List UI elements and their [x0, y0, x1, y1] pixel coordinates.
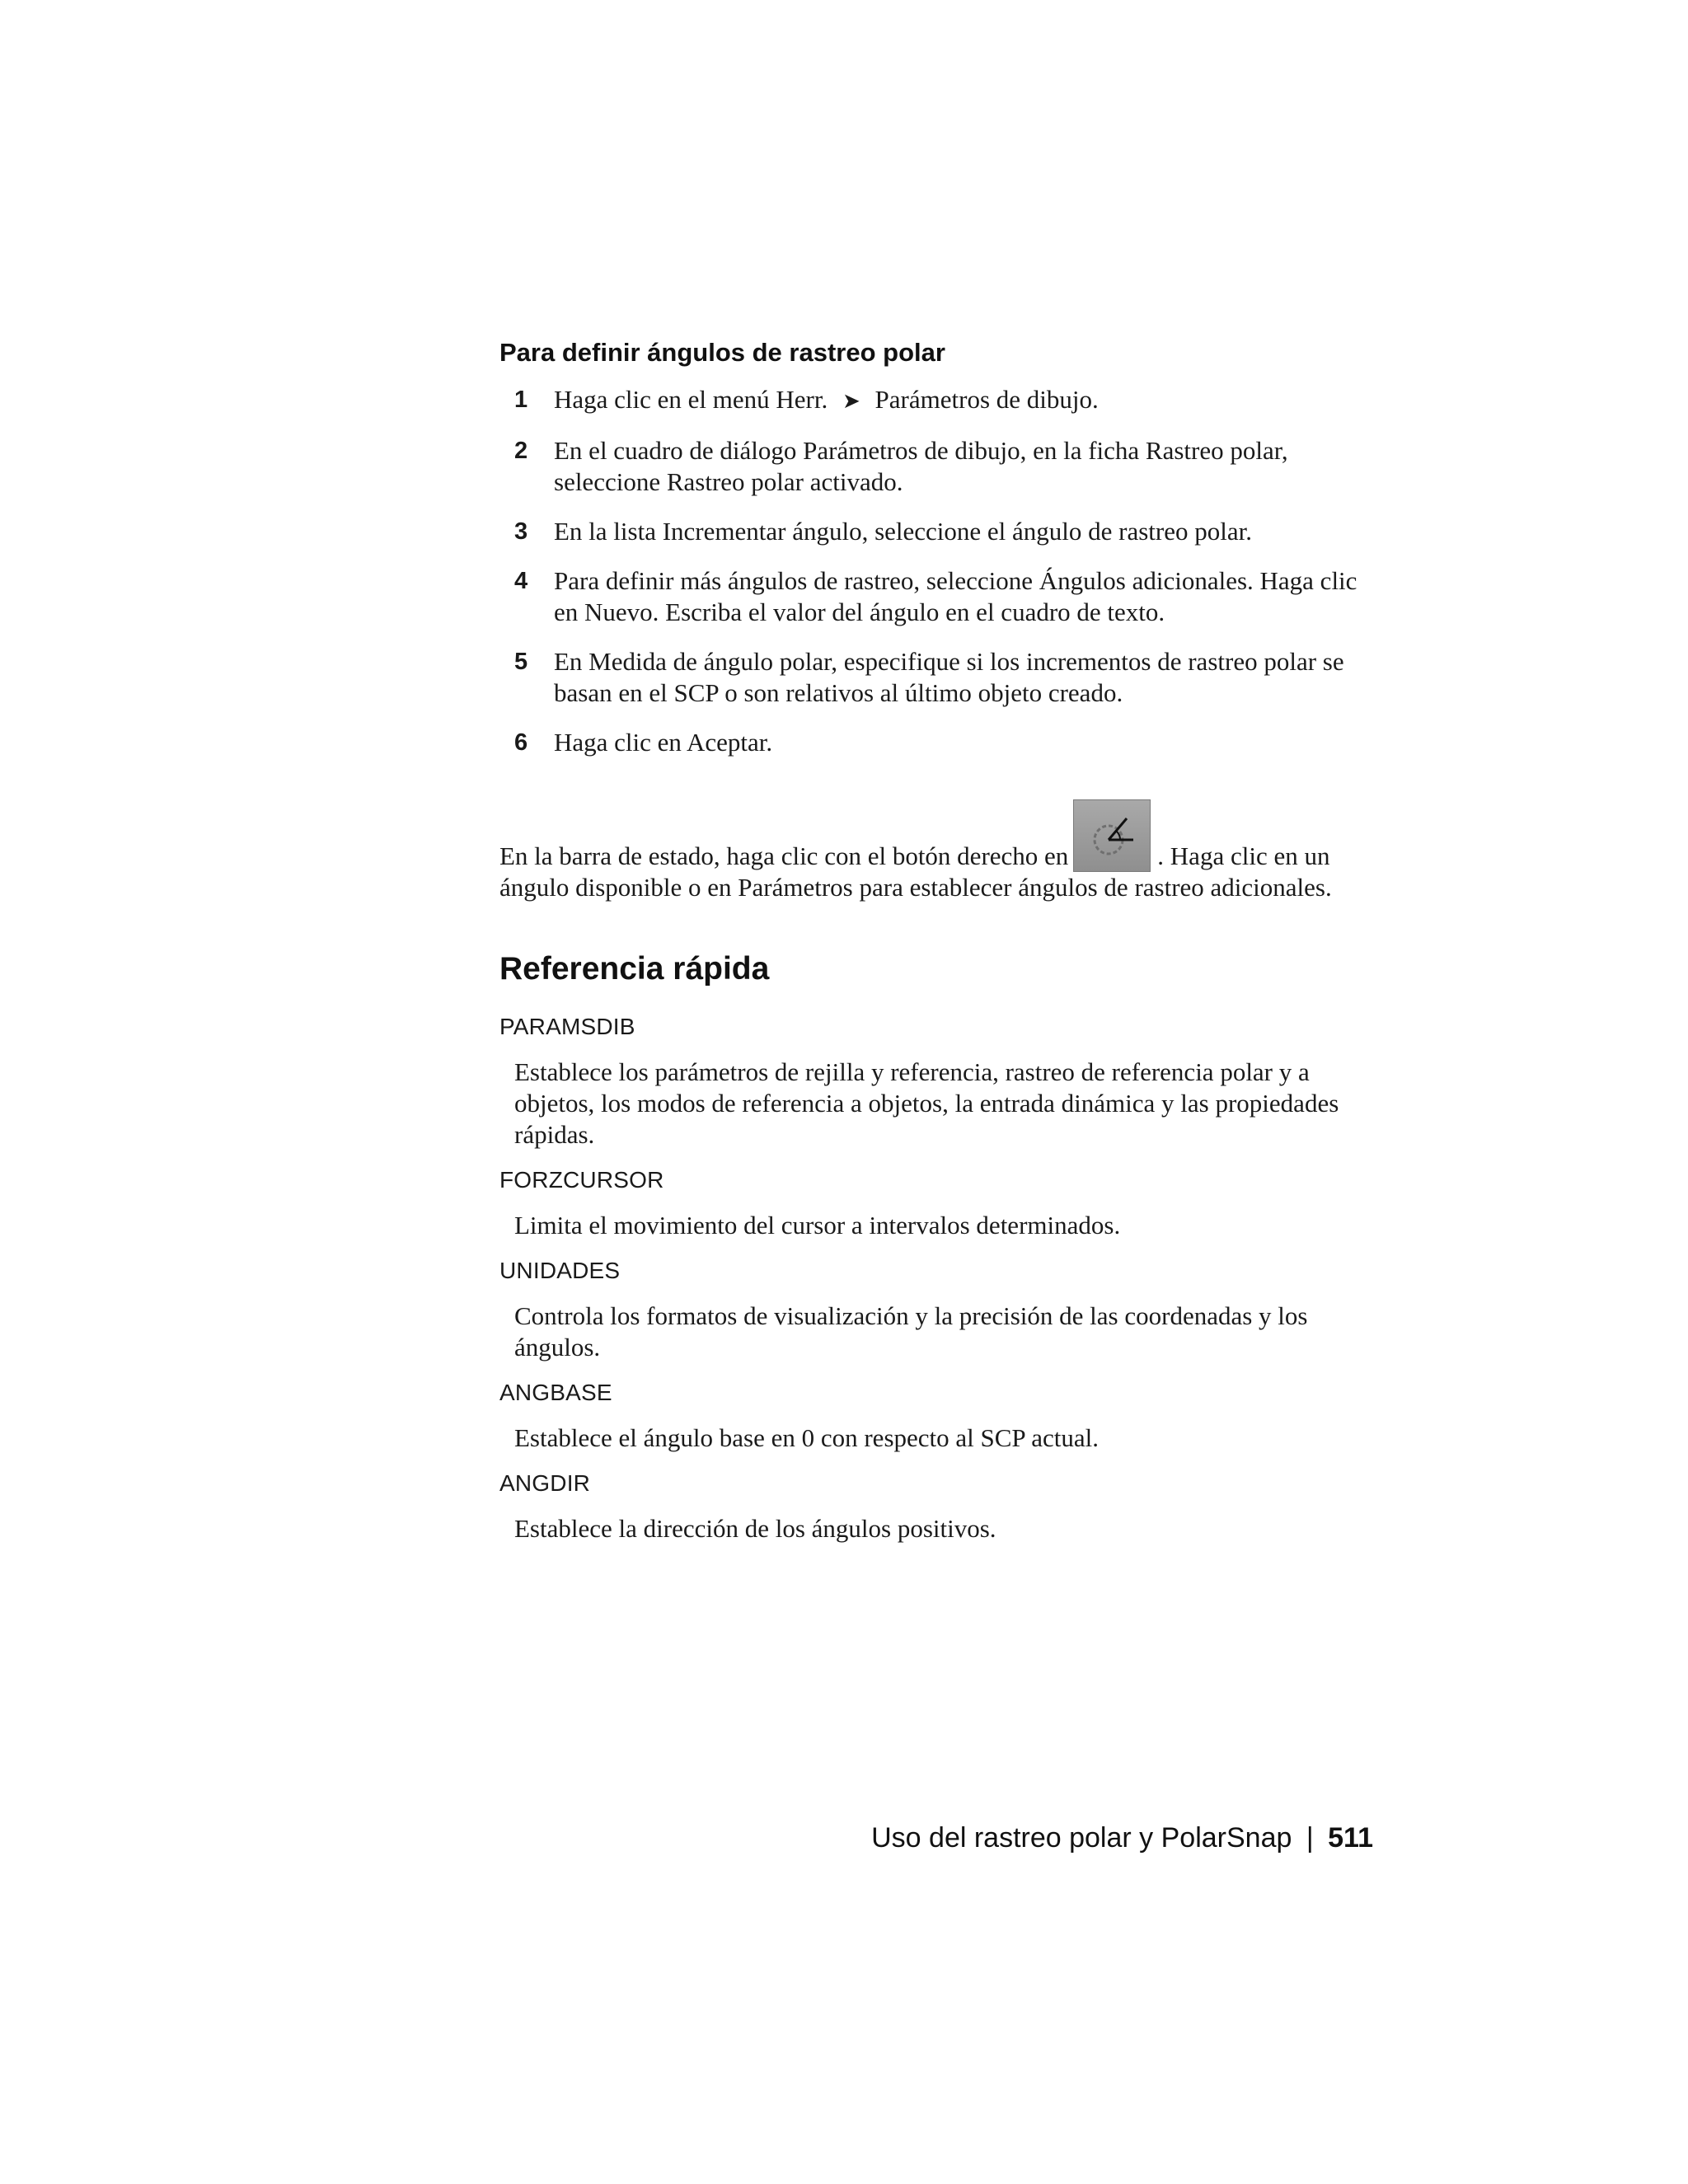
- procedure-step: [499, 646, 1373, 709]
- reference-command: FORZCURSOR: [499, 1167, 664, 1193]
- footer-separator: |: [1306, 1822, 1314, 1854]
- step-number: 5: [514, 649, 528, 675]
- reference-description: Establece la dirección de los ángulos positivos.: [514, 1514, 996, 1543]
- step-text: Parámetros de dibujo.: [874, 385, 1099, 414]
- procedure-steps: [499, 384, 1373, 758]
- reference-command: ANGBASE: [499, 1380, 612, 1405]
- tip-text: . Haga clic en un ángulo disponible o en Parámetros para establecer ángulos de rastreo adicionales.: [499, 841, 1332, 902]
- procedure-step: [499, 565, 1373, 628]
- quick-reference-heading: Referencia rápida: [499, 951, 770, 987]
- reference-command: ANGDIR: [499, 1470, 591, 1496]
- step-text: En el cuadro de diálogo Parámetros de dibujo, en la ficha Rastreo polar, seleccione Rastreo polar activado.: [554, 436, 1288, 496]
- reference-description: Establece los parámetros de rejilla y referencia, rastreo de referencia polar y a objetos, los modos de referencia a objetos, la entrada dinámica y las propiedades rápidas.: [514, 1057, 1339, 1149]
- procedure-heading: Para definir ángulos de rastreo polar: [499, 338, 945, 367]
- reference-entry: [499, 1165, 1373, 1241]
- tip-text: En la barra de estado, haga clic con el botón derecho en: [499, 841, 1069, 870]
- procedure-step: [499, 384, 1373, 417]
- arrow-icon: ➤: [842, 389, 860, 414]
- reference-command: PARAMSDIB: [499, 1014, 635, 1039]
- reference-entry: [499, 1378, 1373, 1454]
- reference-entry: [499, 1012, 1373, 1151]
- reference-description: Limita el movimiento del cursor a intervalos determinados.: [514, 1211, 1121, 1240]
- page-footer: [871, 1820, 1373, 1856]
- step-text: En Medida de ángulo polar, especifique si los incrementos de rastreo polar se basan en el SCP o son relativos al último objeto creado.: [554, 647, 1344, 707]
- reference-command: UNIDADES: [499, 1258, 621, 1283]
- step-text: Haga clic en el menú Herr.: [554, 385, 828, 414]
- procedure-step: [499, 516, 1373, 547]
- page-number: 511: [1328, 1822, 1373, 1854]
- step-text: En la lista Incrementar ángulo, seleccione el ángulo de rastreo polar.: [554, 517, 1252, 546]
- procedure-step: [499, 435, 1373, 498]
- status-bar-tip: [499, 799, 1373, 903]
- reference-description: Establece el ángulo base en 0 con respecto al SCP actual.: [514, 1423, 1100, 1452]
- reference-entry: [499, 1256, 1373, 1363]
- step-number: 4: [514, 568, 528, 594]
- step-number: 3: [514, 518, 528, 545]
- reference-entry: [499, 1469, 1373, 1544]
- procedure-step: [499, 727, 1373, 758]
- page-content: [499, 336, 1373, 1559]
- step-number: 6: [514, 729, 528, 756]
- footer-section-title: Uso del rastreo polar y PolarSnap: [871, 1822, 1292, 1854]
- reference-description: Controla los formatos de visualización y la precisión de las coordenadas y los ángulos.: [514, 1301, 1308, 1361]
- step-text: Haga clic en Aceptar.: [554, 728, 773, 757]
- step-number: 1: [514, 387, 528, 413]
- polar-tracking-icon: [1073, 799, 1151, 872]
- step-text: Para definir más ángulos de rastreo, seleccione Ángulos adicionales. Haga clic en Nuevo. Escriba el valor del ángulo en el cuadro de texto.: [554, 566, 1357, 626]
- step-number: 2: [514, 438, 528, 464]
